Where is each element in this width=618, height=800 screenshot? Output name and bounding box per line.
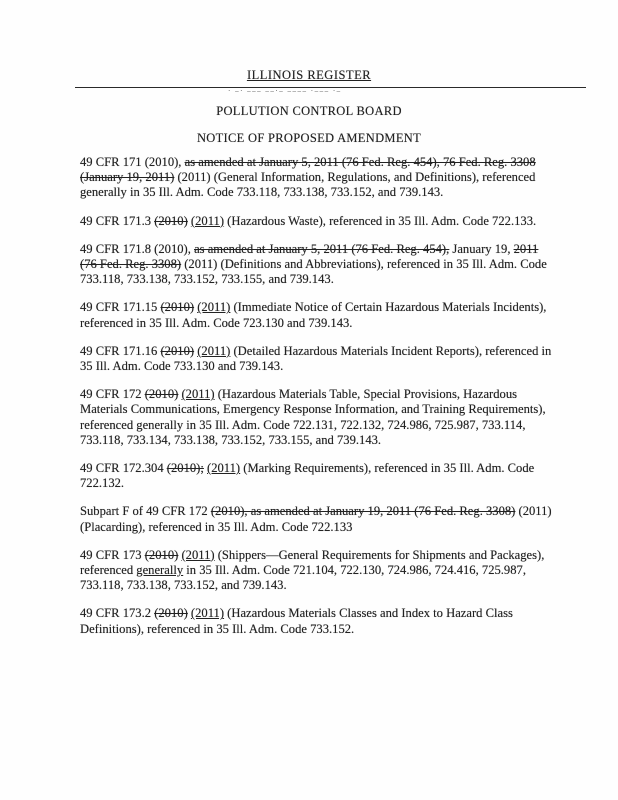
- inserted-text: (2011): [190, 606, 225, 621]
- deleted-text: (2010): [144, 387, 179, 402]
- deleted-text: (2010): [144, 547, 179, 562]
- paragraph: [80, 461, 558, 491]
- paragraph: [80, 606, 558, 636]
- paragraph: [80, 242, 558, 288]
- paragraph: [80, 504, 558, 534]
- text-segment: 49 CFR 171.8 (2010),: [80, 241, 195, 256]
- text-segment: 49 CFR 171.15: [80, 300, 161, 315]
- text-segment: Subpart F of 49 CFR 172: [80, 504, 211, 519]
- paragraph: [80, 548, 558, 594]
- deleted-text: 2011 (76 Fed. Reg. 3308): [80, 241, 539, 272]
- text-segment: 49 CFR 172.304: [80, 461, 167, 476]
- text-segment: 49 CFR 171.3: [80, 213, 155, 228]
- text-segment: (Shippers—General Requirements for Shipments and Packages), referenced: [80, 547, 545, 578]
- deleted-text: (2010): [154, 606, 188, 621]
- text-segment: (Hazardous Waste), referenced in 35 Ill. Adm. Code 722.133.: [224, 213, 537, 228]
- text-segment: 49 CFR 172: [80, 387, 145, 402]
- board-heading: POLLUTION CONTROL BOARD: [216, 104, 402, 118]
- text-segment: (Marking Requirements), referenced in 35 Ill. Adm. Code 722.132.: [80, 461, 535, 491]
- clipped-text-fragment: · –· ––– ––·– –––– ·––– ·–: [228, 89, 342, 94]
- page-title: ILLINOIS REGISTER: [246, 68, 372, 82]
- inserted-text: (2011): [190, 213, 225, 228]
- text-segment: (2011) (General Information, Regulations, and Definitions), referenced generally in 35 Ill. Adm. Code 733.118, 733.138, 733.152, and 739.143.: [80, 170, 536, 200]
- deleted-text: (2010);: [166, 461, 204, 476]
- deleted-text: (2010): [160, 300, 195, 315]
- notice-heading: NOTICE OF PROPOSED AMENDMENT: [196, 131, 422, 145]
- deleted-text: (2010), as amended at January 19, 2011 (76 Fed. Reg. 3308): [210, 504, 516, 519]
- paragraph: [80, 300, 558, 330]
- deleted-text: (2010): [160, 343, 195, 358]
- paragraph: [80, 344, 558, 374]
- document-body: [80, 155, 558, 650]
- text-segment: in 35 Ill. Adm. Code 721.104, 722.130, 724.986, 724.416, 725.987, 733.118, 733.138, 733.152, and 739.143.: [80, 563, 526, 593]
- text-segment: 49 CFR 173.2: [80, 606, 155, 621]
- inserted-text: (2011): [197, 343, 231, 358]
- text-segment: 49 CFR 171 (2010),: [80, 155, 185, 169]
- text-segment: (Hazardous Materials Table, Special Provisions, Hazardous Materials Communications, Emergency Response Information, and Training Requirements), referenced generally in 35 Ill. Adm. Code 722.131, 722.132, 724.986, 725.987, 733.114, 733.118, 733.134, 733.138, 733.152, 733.155, and 739.143.: [80, 387, 546, 447]
- text-segment: (2011) (Placarding), referenced in 35 Ill. Adm. Code 722.133: [80, 504, 552, 534]
- text-segment: 49 CFR 171.16: [80, 343, 161, 358]
- inserted-text: generally: [136, 563, 184, 578]
- inserted-text: (2011): [181, 387, 215, 402]
- text-segment: (2011) (Definitions and Abbreviations), referenced in 35 Ill. Adm. Code 733.118, 733.138, 733.152, 733.155, and 739.143.: [80, 257, 547, 287]
- inserted-text: (2011): [207, 461, 241, 476]
- deleted-text: as amended at January 5, 2011 (76 Fed. Reg. 454),: [194, 241, 450, 256]
- header-rule: [75, 87, 586, 88]
- text-segment: 49 CFR 173: [80, 547, 145, 562]
- inserted-text: (2011): [181, 547, 215, 562]
- inserted-text: (2011): [197, 300, 231, 315]
- text-segment: (Hazardous Materials Classes and Index to Hazard Class Definitions), referenced in 35 Ill. Adm. Code 733.152.: [80, 606, 513, 636]
- deleted-text: as amended at January 5, 2011 (76 Fed. Reg. 454), 76 Fed. Reg. 3308 (January 19, 2011): [80, 155, 536, 185]
- paragraph: [80, 387, 558, 448]
- paragraph: [80, 155, 558, 201]
- text-segment: January 19,: [449, 241, 514, 256]
- text-segment: (Detailed Hazardous Materials Incident Reports), referenced in 35 Ill. Adm. Code 733.130 and 739.143.: [80, 343, 552, 374]
- paragraph: [80, 214, 558, 229]
- text-segment: (Immediate Notice of Certain Hazardous Materials Incidents), referenced in 35 Ill. Adm. Code 723.130 and 739.143.: [80, 300, 547, 330]
- deleted-text: (2010): [154, 213, 188, 228]
